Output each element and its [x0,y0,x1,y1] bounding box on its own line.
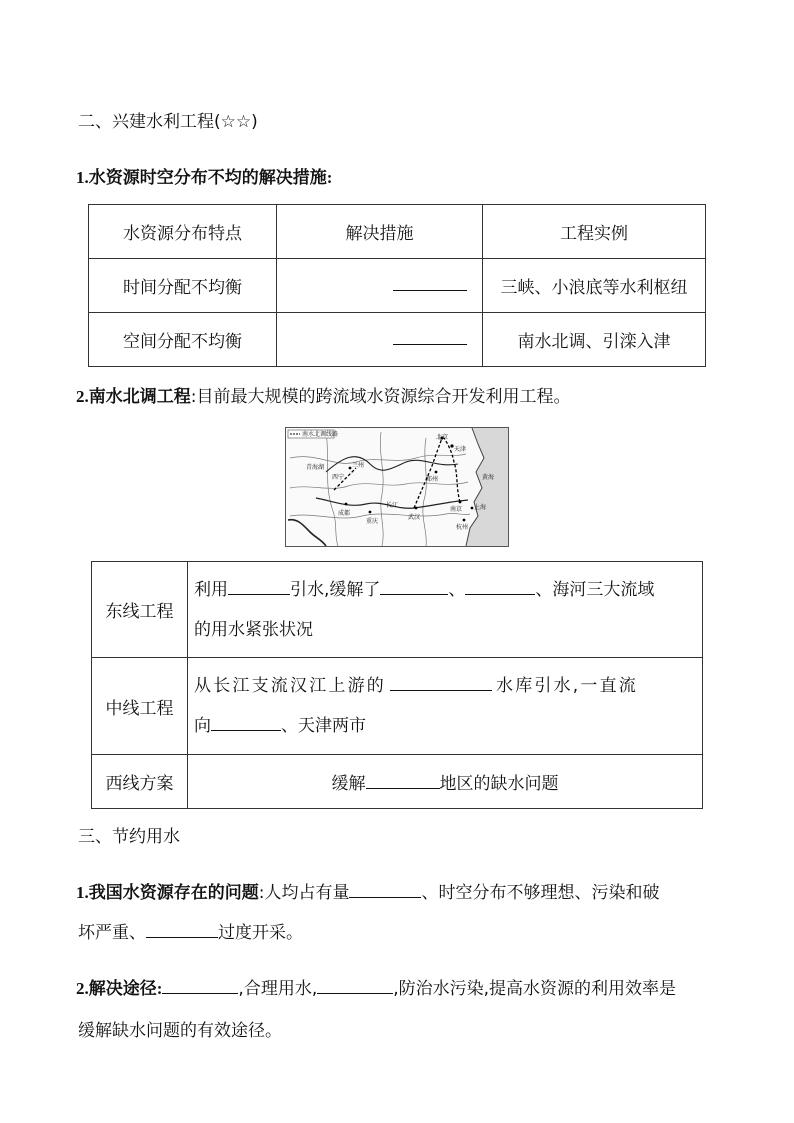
item-text: :目前最大规模的跨流域水资源综合开发利用工程。 [190,387,571,407]
answer-blank[interactable] [349,882,421,898]
text-fragment: ,防治水污染,提高水资源的利用效率是 [393,979,677,999]
text-fragment: 地区的缺水问题 [439,774,559,794]
measure-cell[interactable] [277,259,483,313]
text-fragment: :人均占有量 [258,883,350,903]
route-desc-cell [188,562,703,658]
answer-blank[interactable] [162,978,238,994]
answer-blank[interactable] [228,579,290,595]
item-label: 南水北调工程 [88,387,191,406]
map-label: 北京 [436,434,449,441]
answer-blank[interactable] [211,715,281,731]
item-number: 1. [76,883,89,902]
example-cell: 南水北调、引滦入津 [483,313,706,367]
example-cell: 三峡、小浪底等水利枢纽 [483,259,706,313]
text-fragment: 利用 [194,579,228,600]
header-feature: 水资源分布特点 [89,205,277,259]
answer-blank[interactable] [380,579,448,595]
route-desc-line [194,666,702,706]
item-label: 我国水资源存在的问题 [88,883,259,902]
solution-line-2: 缓解缺水问题的有效途径。 [78,1021,282,1041]
answer-blank[interactable] [146,922,218,938]
route-desc-line: 的用水紧张状况 [194,619,313,640]
text-fragment: 从长江支流汉江上游的 [194,676,386,696]
item-number: 1. [76,168,89,187]
section-title-3: 三、节约用水 [78,827,180,847]
diversion-routes-table [91,561,703,809]
text-fragment: 缓解 [331,774,366,794]
map-label: 西宁 [332,474,345,481]
item-label: 水资源时空分布不均的解决措施: [88,168,333,187]
map-label: 重庆 [366,518,379,525]
map-label: 青海湖 [306,464,325,471]
text-fragment: 坏严重、 [78,923,146,943]
feature-cell: 空间分配不均衡 [89,313,277,367]
text-fragment: 水库引水,一直流 [496,676,639,696]
map-label: 南京 [450,506,463,513]
text-fragment: 、时空分布不够理想、污染和破 [421,883,660,903]
item-2-line [76,382,570,407]
south-north-water-diversion-map [285,427,509,547]
table-row [92,755,703,809]
text-fragment: 、海河三大流域 [535,579,655,600]
map-legend: 南水北调线路 [302,431,339,438]
map-label: 黄海 [482,474,495,481]
answer-blank[interactable] [366,773,440,789]
map-label: 成都 [338,510,351,517]
map-label: 郑州 [426,476,439,483]
table-row [89,313,706,367]
text-fragment: 、 [448,579,466,600]
answer-blank[interactable] [393,275,467,291]
table-row [92,562,703,658]
header-example: 工程实例 [483,205,706,259]
map-label: 长江 [386,502,399,509]
answer-blank[interactable] [390,675,492,691]
route-desc-line [194,706,702,746]
answer-blank[interactable] [465,579,535,595]
table-header-row [89,205,706,259]
text-fragment: 、天津两市 [281,716,366,736]
route-name-cell: 中线工程 [92,658,188,755]
item-label: 解决途径: [88,979,163,998]
map-label: 天津 [454,446,467,453]
route-desc-cell [188,658,703,755]
map-label: 上海 [474,504,487,511]
answer-blank[interactable] [317,978,393,994]
route-desc-line [194,570,702,610]
item-number: 2. [76,979,89,998]
water-distribution-table [88,204,706,367]
table-row [89,259,706,313]
problem-line-1 [76,878,659,903]
route-name-cell: 西线方案 [92,755,188,809]
answer-blank[interactable] [393,329,467,345]
table-row [92,658,703,755]
text-fragment: 引水,缓解了 [290,579,381,600]
map-label: 杭州 [456,524,469,531]
route-name-cell: 东线工程 [92,562,188,658]
header-measure: 解决措施 [277,205,483,259]
text-fragment: ,合理用水, [238,979,318,999]
problem-line-2 [78,918,303,943]
map-label: 兰州 [352,462,365,469]
item-number: 2. [76,387,89,406]
map-graphic [286,428,508,546]
text-fragment: 过度开采。 [218,923,303,943]
section-title-2: 二、兴建水利工程(☆☆) [78,112,258,132]
feature-cell: 时间分配不均衡 [89,259,277,313]
item-1-heading [76,163,332,188]
solution-line-1 [76,974,676,999]
measure-cell[interactable] [277,313,483,367]
route-desc-cell [188,755,703,809]
text-fragment: 向 [194,716,211,736]
map-label: 武汉 [408,514,421,521]
